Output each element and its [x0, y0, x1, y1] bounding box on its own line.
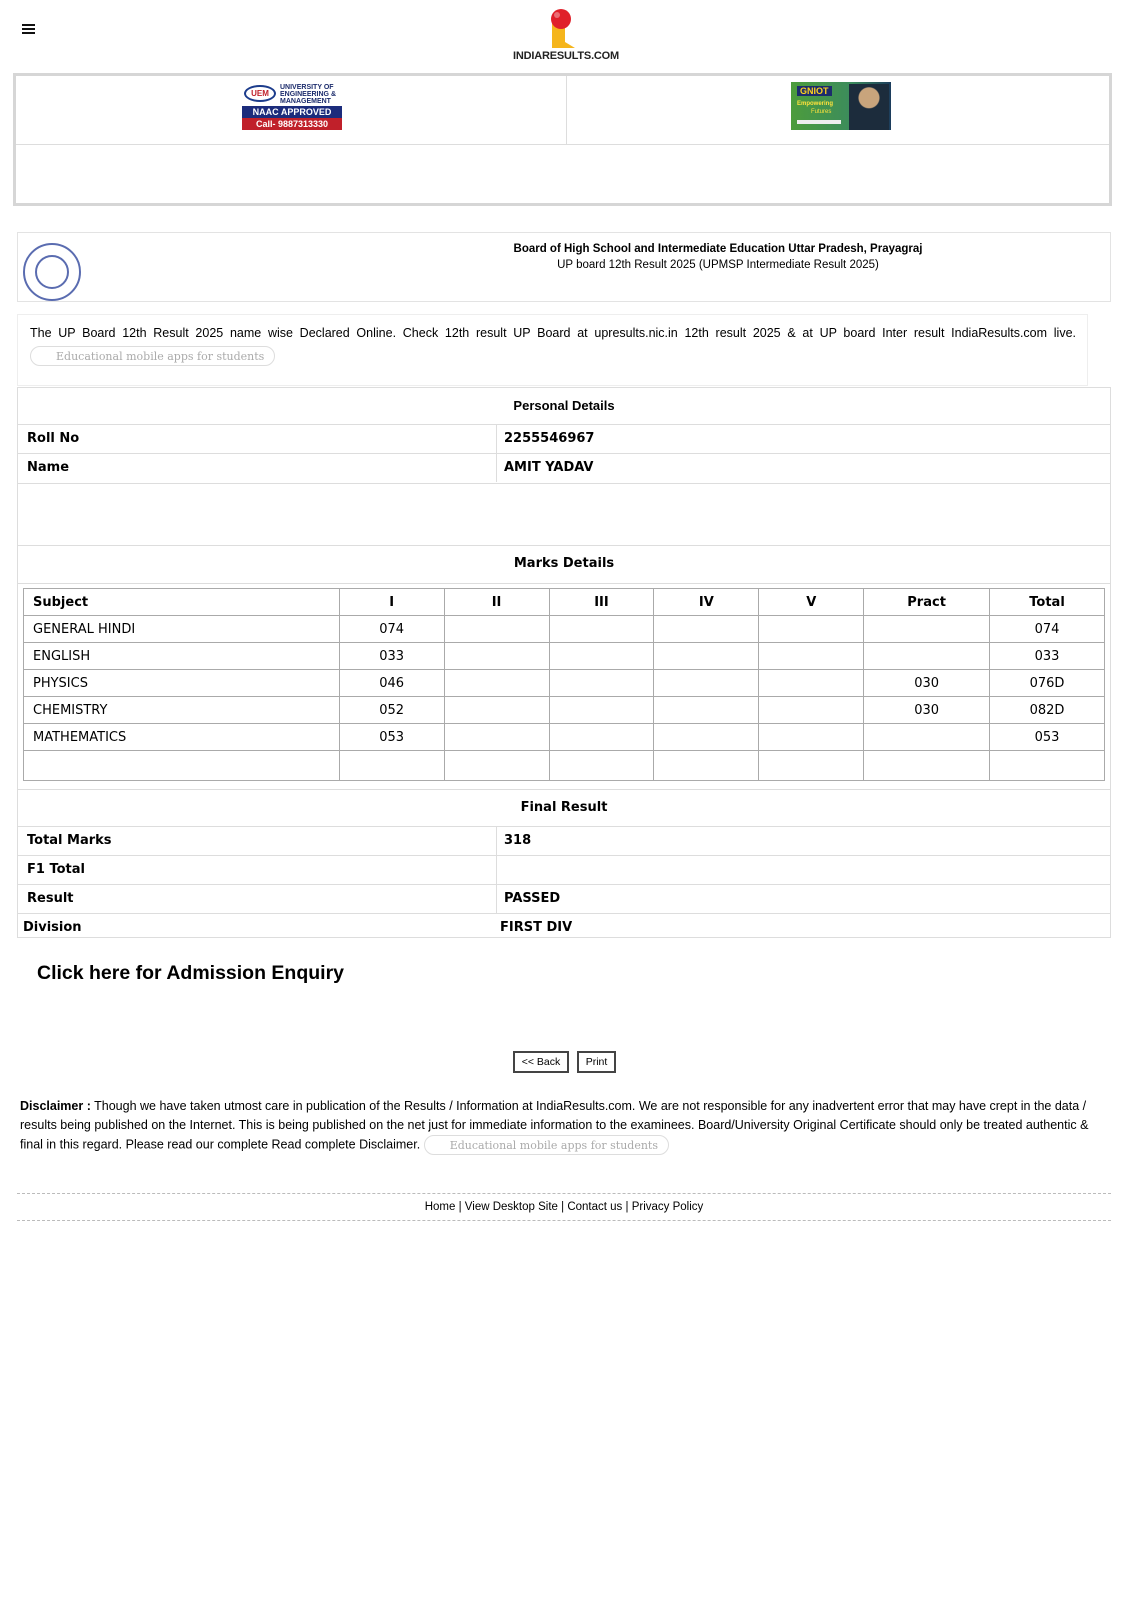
board-subtitle: UP board 12th Result 2025 (UPMSP Intermediate Result 2025) — [557, 259, 879, 271]
marks-cell — [759, 670, 864, 697]
marks-cell — [444, 724, 549, 751]
subject-cell: PHYSICS — [24, 670, 340, 697]
table-row — [24, 670, 1105, 697]
marks-cell — [549, 724, 654, 751]
marks-cell — [444, 751, 549, 781]
marks-header-row — [24, 589, 1105, 616]
admission-enquiry-link[interactable]: Click here for Admission Enquiry — [37, 962, 345, 984]
marks-cell — [654, 697, 759, 724]
personal-heading: Personal Details — [18, 388, 1110, 425]
marks-cell — [759, 616, 864, 643]
division-label: Division — [23, 920, 82, 935]
total-cell: 076D — [990, 670, 1105, 697]
marks-heading: Marks Details — [17, 546, 1111, 584]
marks-cell — [864, 643, 990, 670]
disclaimer-app-pill[interactable]: Educational mobile apps for students — [424, 1135, 669, 1155]
marks-table-container — [17, 584, 1111, 790]
uem-name: UNIVERSITY OF ENGINEERING & MANAGEMENT — [280, 84, 337, 105]
marks-cell — [549, 643, 654, 670]
marks-cell: 053 — [339, 724, 444, 751]
board-header — [17, 232, 1111, 302]
table-row — [18, 454, 1110, 482]
marks-cell — [759, 697, 864, 724]
subject-cell: ENGLISH — [24, 643, 340, 670]
marks-cell — [444, 643, 549, 670]
marks-cell: 033 — [339, 643, 444, 670]
total-cell: 082D — [990, 697, 1105, 724]
total-cell: 074 — [990, 616, 1105, 643]
disclaimer-text: Though we have taken utmost care in publication of the Results / Information at IndiaResults.com. We are not responsible for any inadvertent error that may have crept in the data / results being published on the Internet. This is being published on the net just for immediate information to the examinees. Board/University Original Certificate should only be treated authentic & final in this regard. Please read our complete Read complete Disclaimer. — [20, 1099, 1089, 1152]
marks-cell — [759, 724, 864, 751]
marks-cell — [864, 751, 990, 781]
table-row — [18, 885, 1110, 914]
uem-naac: NAAC APPROVED — [242, 106, 342, 118]
col-pract: Pract — [864, 589, 990, 616]
total-cell: 053 — [990, 724, 1105, 751]
gniot-person-image — [849, 84, 889, 130]
marks-cell — [444, 616, 549, 643]
marks-cell — [759, 643, 864, 670]
total-cell: 033 — [990, 643, 1105, 670]
roll-no-label: Roll No — [27, 431, 80, 446]
col-total: Total — [990, 589, 1105, 616]
uem-call: Call- 9887313330 — [242, 118, 342, 130]
col-v: V — [759, 589, 864, 616]
col-i: I — [339, 589, 444, 616]
result-notice — [17, 314, 1088, 386]
name-value: AMIT YADAV — [504, 460, 594, 475]
hamburger-icon[interactable] — [22, 24, 36, 36]
marks-cell: 052 — [339, 697, 444, 724]
logo-icon — [506, 8, 626, 52]
marks-cell — [549, 670, 654, 697]
table-row — [18, 856, 1110, 885]
subject-cell: CHEMISTRY — [24, 697, 340, 724]
gniot-brand: GNIOT — [797, 86, 832, 96]
col-ii: II — [444, 589, 549, 616]
name-label: Name — [27, 460, 70, 475]
table-row — [18, 827, 1110, 856]
subject-cell: GENERAL HINDI — [24, 616, 340, 643]
ad-container — [13, 73, 1112, 206]
marks-cell — [549, 751, 654, 781]
marks-cell — [549, 697, 654, 724]
table-row — [24, 724, 1105, 751]
marks-cell — [864, 616, 990, 643]
uem-ad-banner[interactable] — [242, 82, 342, 130]
board-seal-icon — [23, 243, 81, 301]
subject-cell: MATHEMATICS — [24, 724, 340, 751]
table-row — [24, 616, 1105, 643]
gniot-ad-banner[interactable] — [791, 82, 891, 130]
print-button[interactable]: Print — [577, 1051, 616, 1073]
total-marks-label: Total Marks — [27, 833, 112, 848]
marks-cell — [339, 751, 444, 781]
division-value: FIRST DIV — [500, 920, 573, 935]
footer-contact-link[interactable]: Contact us — [567, 1201, 623, 1213]
marks-cell: 030 — [864, 697, 990, 724]
table-row — [24, 643, 1105, 670]
result-value: PASSED — [504, 891, 561, 906]
back-button[interactable]: << Back — [513, 1051, 569, 1073]
gniot-tagline2: Futures — [811, 109, 832, 115]
footer-nav: Home | View Desktop Site | Contact us | Privacy Policy — [17, 1193, 1111, 1221]
marks-cell — [654, 751, 759, 781]
final-heading: Final Result — [18, 790, 1110, 827]
marks-cell — [654, 670, 759, 697]
f1-total-label: F1 Total — [27, 862, 85, 877]
total-cell — [990, 751, 1105, 781]
marks-cell: 074 — [339, 616, 444, 643]
table-row — [24, 697, 1105, 724]
result-label: Result — [27, 891, 74, 906]
roll-no-value: 2255546967 — [504, 431, 595, 446]
marks-cell — [654, 616, 759, 643]
uem-badge: UEM — [244, 85, 276, 102]
table-row — [18, 425, 1110, 454]
table-row — [24, 751, 1105, 781]
marks-cell — [654, 724, 759, 751]
marks-table — [23, 588, 1105, 781]
footer-desktop-link[interactable]: View Desktop Site — [464, 1201, 558, 1213]
marks-cell — [864, 724, 990, 751]
footer-privacy-link[interactable]: Privacy Policy — [631, 1201, 704, 1213]
personal-details-table — [17, 387, 1111, 484]
footer-home-link[interactable]: Home — [424, 1201, 456, 1213]
marks-cell — [549, 616, 654, 643]
col-iii: III — [549, 589, 654, 616]
final-result-table — [17, 790, 1111, 938]
notice-text: The UP Board 12th Result 2025 name wise Declared Online. Check 12th result UP Board at upresults.nic.in 12th result 2025 & at UP board Inter result IndiaResults.com live. — [30, 326, 1076, 340]
table-row — [18, 914, 1110, 942]
marks-cell — [759, 751, 864, 781]
disclaimer-label: Disclaimer : — [20, 1099, 91, 1113]
marks-cell: 046 — [339, 670, 444, 697]
app-pill-link[interactable]: Educational mobile apps for students — [30, 346, 275, 366]
disclaimer — [20, 1097, 1092, 1155]
marks-cell — [654, 643, 759, 670]
col-iv: IV — [654, 589, 759, 616]
total-marks-value: 318 — [504, 833, 532, 848]
marks-cell — [444, 670, 549, 697]
gniot-tagline: Empowering — [797, 101, 834, 107]
board-title: Board of High School and Intermediate Education Uttar Pradesh, Prayagraj — [513, 243, 923, 255]
col-subject: Subject — [24, 589, 340, 616]
logo-text: INDIARESULTS.COM — [513, 50, 619, 62]
marks-cell: 030 — [864, 670, 990, 697]
marks-cell — [444, 697, 549, 724]
subject-cell — [24, 751, 340, 781]
site-logo[interactable] — [506, 8, 626, 66]
